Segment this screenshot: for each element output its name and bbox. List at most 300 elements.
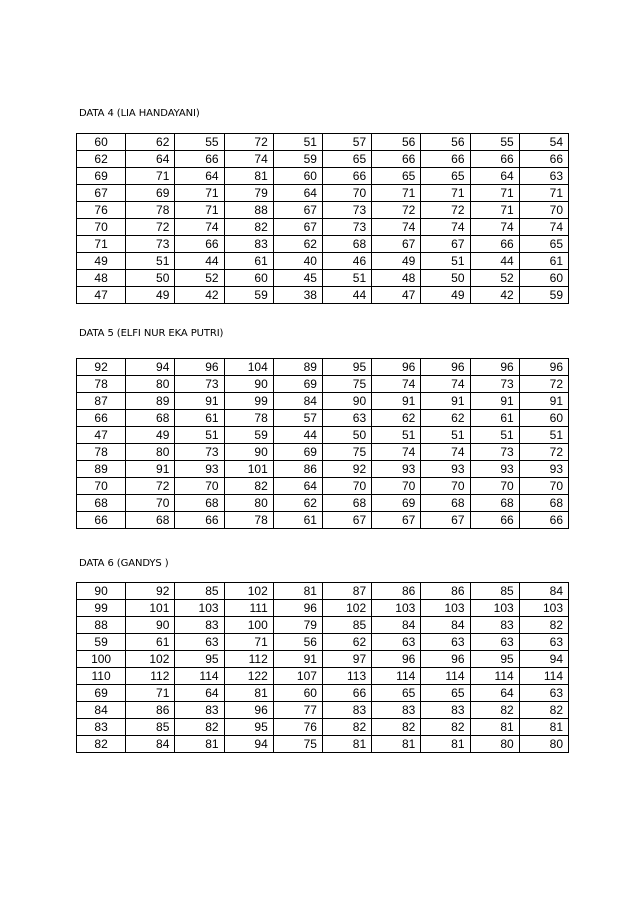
table-cell: 111: [224, 600, 273, 617]
table-cell: 88: [224, 202, 273, 219]
table-cell: 78: [224, 512, 273, 529]
table-cell: 70: [77, 478, 126, 495]
table-cell: 51: [126, 253, 175, 270]
table-cell: 61: [126, 634, 175, 651]
table-cell: 90: [224, 376, 273, 393]
table-cell: 66: [470, 151, 519, 168]
table-cell: 114: [470, 668, 519, 685]
table-cell: 60: [519, 270, 568, 287]
table-cell: 83: [77, 719, 126, 736]
table-row: [77, 236, 569, 253]
table-cell: 66: [470, 512, 519, 529]
table-cell: 59: [224, 427, 273, 444]
table-cell: 87: [322, 583, 371, 600]
table-cell: 62: [322, 634, 371, 651]
table-cell: 89: [126, 393, 175, 410]
table-cell: 67: [273, 202, 322, 219]
table-cell: 66: [470, 236, 519, 253]
table-cell: 69: [77, 168, 126, 185]
table-cell: 49: [421, 287, 470, 304]
table-cell: 73: [126, 236, 175, 253]
table-cell: 80: [519, 736, 568, 753]
table-cell: 76: [273, 719, 322, 736]
table-cell: 81: [273, 583, 322, 600]
table-cell: 73: [175, 444, 224, 461]
table-cell: 91: [372, 393, 421, 410]
table-cell: 82: [322, 719, 371, 736]
table-cell: 81: [470, 719, 519, 736]
table-cell: 82: [175, 719, 224, 736]
table-cell: 93: [372, 461, 421, 478]
table-cell: 71: [224, 634, 273, 651]
section-title-data-6: DATA 6 (GANDYS ): [79, 558, 169, 569]
table-cell: 78: [77, 376, 126, 393]
table-cell: 63: [519, 634, 568, 651]
table-cell: 51: [470, 427, 519, 444]
table-cell: 75: [273, 736, 322, 753]
table-cell: 72: [519, 376, 568, 393]
table-cell: 52: [175, 270, 224, 287]
table-cell: 82: [519, 617, 568, 634]
table-cell: 72: [224, 134, 273, 151]
table-cell: 80: [470, 736, 519, 753]
table-cell: 85: [322, 617, 371, 634]
table-cell: 66: [175, 236, 224, 253]
table-cell: 96: [421, 359, 470, 376]
table-cell: 78: [224, 410, 273, 427]
table-cell: 101: [224, 461, 273, 478]
table-cell: 112: [224, 651, 273, 668]
table-cell: 92: [322, 461, 371, 478]
table-cell: 103: [421, 600, 470, 617]
data-table-5: [76, 358, 569, 529]
table-cell: 62: [126, 134, 175, 151]
table-cell: 96: [273, 600, 322, 617]
table-cell: 59: [519, 287, 568, 304]
table-cell: 62: [421, 410, 470, 427]
table-cell: 122: [224, 668, 273, 685]
table-cell: 68: [421, 495, 470, 512]
table-cell: 68: [175, 495, 224, 512]
table-cell: 61: [470, 410, 519, 427]
table-cell: 71: [421, 185, 470, 202]
table-cell: 70: [470, 478, 519, 495]
table-cell: 50: [322, 427, 371, 444]
table-cell: 49: [126, 427, 175, 444]
table-cell: 71: [519, 185, 568, 202]
table-cell: 114: [372, 668, 421, 685]
table-cell: 71: [126, 685, 175, 702]
table-cell: 71: [126, 168, 175, 185]
table-cell: 78: [77, 444, 126, 461]
table-cell: 61: [519, 253, 568, 270]
table-cell: 63: [470, 634, 519, 651]
table-cell: 112: [126, 668, 175, 685]
table-cell: 60: [273, 168, 322, 185]
table-cell: 55: [470, 134, 519, 151]
table-cell: 56: [421, 134, 470, 151]
table-cell: 96: [470, 359, 519, 376]
table-cell: 67: [322, 512, 371, 529]
table-cell: 65: [421, 168, 470, 185]
table-cell: 99: [224, 393, 273, 410]
table-cell: 63: [175, 634, 224, 651]
table-cell: 73: [470, 376, 519, 393]
table-cell: 51: [322, 270, 371, 287]
table-cell: 65: [322, 151, 371, 168]
table-cell: 91: [470, 393, 519, 410]
table-cell: 48: [372, 270, 421, 287]
table-cell: 63: [421, 634, 470, 651]
table-cell: 51: [421, 253, 470, 270]
table-cell: 64: [175, 685, 224, 702]
table-cell: 73: [470, 444, 519, 461]
table-cell: 67: [372, 512, 421, 529]
table-cell: 103: [519, 600, 568, 617]
table-row: [77, 168, 569, 185]
table-cell: 54: [519, 134, 568, 151]
table-cell: 51: [273, 134, 322, 151]
table-cell: 69: [273, 444, 322, 461]
table-cell: 44: [470, 253, 519, 270]
table-cell: 114: [421, 668, 470, 685]
table-cell: 67: [421, 236, 470, 253]
table-cell: 56: [273, 634, 322, 651]
table-cell: 68: [126, 410, 175, 427]
table-cell: 83: [175, 617, 224, 634]
table-row: [77, 376, 569, 393]
table-cell: 62: [372, 410, 421, 427]
table-cell: 69: [77, 685, 126, 702]
table-cell: 42: [175, 287, 224, 304]
table-cell: 74: [372, 219, 421, 236]
table-row: [77, 617, 569, 634]
table-cell: 70: [421, 478, 470, 495]
table-cell: 72: [126, 478, 175, 495]
table-cell: 94: [519, 651, 568, 668]
table-cell: 93: [175, 461, 224, 478]
table-cell: 72: [519, 444, 568, 461]
table-cell: 61: [175, 410, 224, 427]
table-cell: 84: [372, 617, 421, 634]
table-cell: 70: [519, 202, 568, 219]
table-cell: 93: [470, 461, 519, 478]
table-cell: 40: [273, 253, 322, 270]
table-row: [77, 495, 569, 512]
table-cell: 47: [77, 427, 126, 444]
table-row: [77, 393, 569, 410]
table-cell: 44: [322, 287, 371, 304]
table-cell: 62: [273, 236, 322, 253]
table-cell: 64: [175, 168, 224, 185]
table-cell: 69: [372, 495, 421, 512]
table-cell: 51: [372, 427, 421, 444]
table-cell: 71: [175, 185, 224, 202]
table-cell: 68: [322, 236, 371, 253]
table-cell: 65: [372, 168, 421, 185]
table-cell: 72: [372, 202, 421, 219]
table-cell: 57: [273, 410, 322, 427]
table-cell: 67: [372, 236, 421, 253]
table-cell: 82: [470, 702, 519, 719]
table-cell: 68: [77, 495, 126, 512]
table-cell: 84: [126, 736, 175, 753]
table-cell: 44: [175, 253, 224, 270]
table-cell: 82: [77, 736, 126, 753]
table-cell: 94: [126, 359, 175, 376]
table-cell: 70: [372, 478, 421, 495]
table-cell: 102: [322, 600, 371, 617]
table-cell: 73: [322, 219, 371, 236]
table-row: [77, 270, 569, 287]
table-cell: 83: [322, 702, 371, 719]
table-cell: 78: [126, 202, 175, 219]
table-cell: 80: [224, 495, 273, 512]
table-cell: 70: [126, 495, 175, 512]
table-cell: 70: [175, 478, 224, 495]
table-cell: 81: [372, 736, 421, 753]
table-cell: 46: [322, 253, 371, 270]
table-cell: 110: [77, 668, 126, 685]
table-cell: 71: [470, 185, 519, 202]
table-cell: 49: [77, 253, 126, 270]
table-cell: 61: [273, 512, 322, 529]
table-cell: 79: [224, 185, 273, 202]
table-row: [77, 668, 569, 685]
table-cell: 60: [273, 685, 322, 702]
table-cell: 63: [322, 410, 371, 427]
table-row: [77, 634, 569, 651]
table-cell: 83: [421, 702, 470, 719]
table-cell: 91: [175, 393, 224, 410]
table-cell: 71: [175, 202, 224, 219]
table-cell: 66: [175, 512, 224, 529]
table-cell: 66: [372, 151, 421, 168]
table-cell: 83: [372, 702, 421, 719]
table-cell: 61: [224, 253, 273, 270]
table-cell: 81: [322, 736, 371, 753]
table-cell: 73: [175, 376, 224, 393]
table-cell: 74: [175, 219, 224, 236]
table-cell: 99: [77, 600, 126, 617]
table-cell: 74: [421, 376, 470, 393]
table-row: [77, 359, 569, 376]
table-cell: 48: [77, 270, 126, 287]
table-cell: 91: [126, 461, 175, 478]
table-cell: 83: [470, 617, 519, 634]
table-cell: 71: [77, 236, 126, 253]
table-cell: 60: [519, 410, 568, 427]
table-cell: 64: [126, 151, 175, 168]
table-cell: 85: [470, 583, 519, 600]
table-cell: 82: [519, 702, 568, 719]
table-cell: 55: [175, 134, 224, 151]
table-cell: 97: [322, 651, 371, 668]
table-cell: 70: [519, 478, 568, 495]
table-cell: 68: [322, 495, 371, 512]
table-cell: 75: [322, 376, 371, 393]
table-cell: 96: [224, 702, 273, 719]
table-cell: 52: [470, 270, 519, 287]
table-cell: 67: [77, 185, 126, 202]
table-cell: 51: [175, 427, 224, 444]
table-row: [77, 702, 569, 719]
table-cell: 103: [175, 600, 224, 617]
table-cell: 84: [77, 702, 126, 719]
table-cell: 68: [126, 512, 175, 529]
table-cell: 66: [77, 410, 126, 427]
table-cell: 92: [126, 583, 175, 600]
table-cell: 68: [519, 495, 568, 512]
table-cell: 76: [77, 202, 126, 219]
table-cell: 84: [519, 583, 568, 600]
table-cell: 82: [372, 719, 421, 736]
table-cell: 86: [273, 461, 322, 478]
table-cell: 79: [273, 617, 322, 634]
table-cell: 86: [372, 583, 421, 600]
table-cell: 84: [273, 393, 322, 410]
table-cell: 75: [322, 444, 371, 461]
table-cell: 67: [273, 219, 322, 236]
table-cell: 62: [273, 495, 322, 512]
table-cell: 83: [224, 236, 273, 253]
table-cell: 85: [126, 719, 175, 736]
table-row: [77, 185, 569, 202]
section-title-data-5: DATA 5 (ELFI NUR EKA PUTRI): [79, 328, 224, 339]
table-cell: 101: [126, 600, 175, 617]
table-cell: 66: [77, 512, 126, 529]
data-table-6: [76, 582, 569, 753]
table-cell: 47: [372, 287, 421, 304]
table-cell: 74: [421, 444, 470, 461]
table-cell: 57: [322, 134, 371, 151]
table-cell: 67: [421, 512, 470, 529]
table-cell: 59: [224, 287, 273, 304]
table-cell: 88: [77, 617, 126, 634]
table-cell: 65: [421, 685, 470, 702]
table-cell: 69: [126, 185, 175, 202]
table-cell: 63: [372, 634, 421, 651]
table-row: [77, 427, 569, 444]
table-cell: 80: [126, 376, 175, 393]
table-cell: 104: [224, 359, 273, 376]
table-cell: 71: [372, 185, 421, 202]
table-cell: 91: [519, 393, 568, 410]
table-cell: 65: [372, 685, 421, 702]
table-cell: 102: [224, 583, 273, 600]
table-cell: 66: [421, 151, 470, 168]
table-row: [77, 202, 569, 219]
table-cell: 91: [421, 393, 470, 410]
table-row: [77, 512, 569, 529]
table-cell: 51: [519, 427, 568, 444]
table-cell: 49: [372, 253, 421, 270]
table-cell: 100: [224, 617, 273, 634]
table-cell: 81: [421, 736, 470, 753]
table-row: [77, 651, 569, 668]
table-cell: 82: [224, 219, 273, 236]
table-cell: 93: [519, 461, 568, 478]
table-cell: 90: [77, 583, 126, 600]
table-cell: 103: [470, 600, 519, 617]
table-cell: 82: [224, 478, 273, 495]
table-cell: 80: [126, 444, 175, 461]
table-cell: 64: [470, 168, 519, 185]
table-row: [77, 478, 569, 495]
table-cell: 45: [273, 270, 322, 287]
table-cell: 96: [175, 359, 224, 376]
table-cell: 96: [372, 651, 421, 668]
table-cell: 87: [77, 393, 126, 410]
table-cell: 93: [421, 461, 470, 478]
table-cell: 90: [322, 393, 371, 410]
table-cell: 103: [372, 600, 421, 617]
table-cell: 81: [519, 719, 568, 736]
table-cell: 70: [322, 185, 371, 202]
table-cell: 77: [273, 702, 322, 719]
table-cell: 95: [322, 359, 371, 376]
table-cell: 86: [126, 702, 175, 719]
table-row: [77, 253, 569, 270]
table-row: [77, 219, 569, 236]
table-row: [77, 410, 569, 427]
table-cell: 92: [77, 359, 126, 376]
table-cell: 90: [126, 617, 175, 634]
table-cell: 74: [224, 151, 273, 168]
table-cell: 84: [421, 617, 470, 634]
table-cell: 68: [470, 495, 519, 512]
table-cell: 91: [273, 651, 322, 668]
table-row: [77, 287, 569, 304]
table-cell: 60: [77, 134, 126, 151]
table-cell: 74: [372, 376, 421, 393]
table-cell: 70: [77, 219, 126, 236]
table-row: [77, 600, 569, 617]
table-cell: 107: [273, 668, 322, 685]
table-row: [77, 461, 569, 478]
table-cell: 72: [126, 219, 175, 236]
section-title-data-4: DATA 4 (LIA HANDAYANI): [79, 108, 200, 119]
table-cell: 81: [224, 168, 273, 185]
table-row: [77, 444, 569, 461]
table-cell: 95: [470, 651, 519, 668]
table-cell: 89: [77, 461, 126, 478]
table-cell: 113: [322, 668, 371, 685]
table-cell: 96: [421, 651, 470, 668]
table-cell: 100: [77, 651, 126, 668]
data-table-4: [76, 133, 569, 304]
table-cell: 95: [224, 719, 273, 736]
table-cell: 64: [273, 185, 322, 202]
table-row: [77, 685, 569, 702]
table-cell: 56: [372, 134, 421, 151]
table-row: [77, 719, 569, 736]
table-cell: 74: [421, 219, 470, 236]
table-cell: 64: [470, 685, 519, 702]
table-cell: 95: [175, 651, 224, 668]
table-cell: 66: [322, 168, 371, 185]
table-cell: 60: [224, 270, 273, 287]
table-row: [77, 134, 569, 151]
table-cell: 74: [470, 219, 519, 236]
table-cell: 63: [519, 685, 568, 702]
table-cell: 74: [372, 444, 421, 461]
table-cell: 72: [421, 202, 470, 219]
table-cell: 66: [322, 685, 371, 702]
table-cell: 82: [421, 719, 470, 736]
table-cell: 81: [224, 685, 273, 702]
table-cell: 85: [175, 583, 224, 600]
